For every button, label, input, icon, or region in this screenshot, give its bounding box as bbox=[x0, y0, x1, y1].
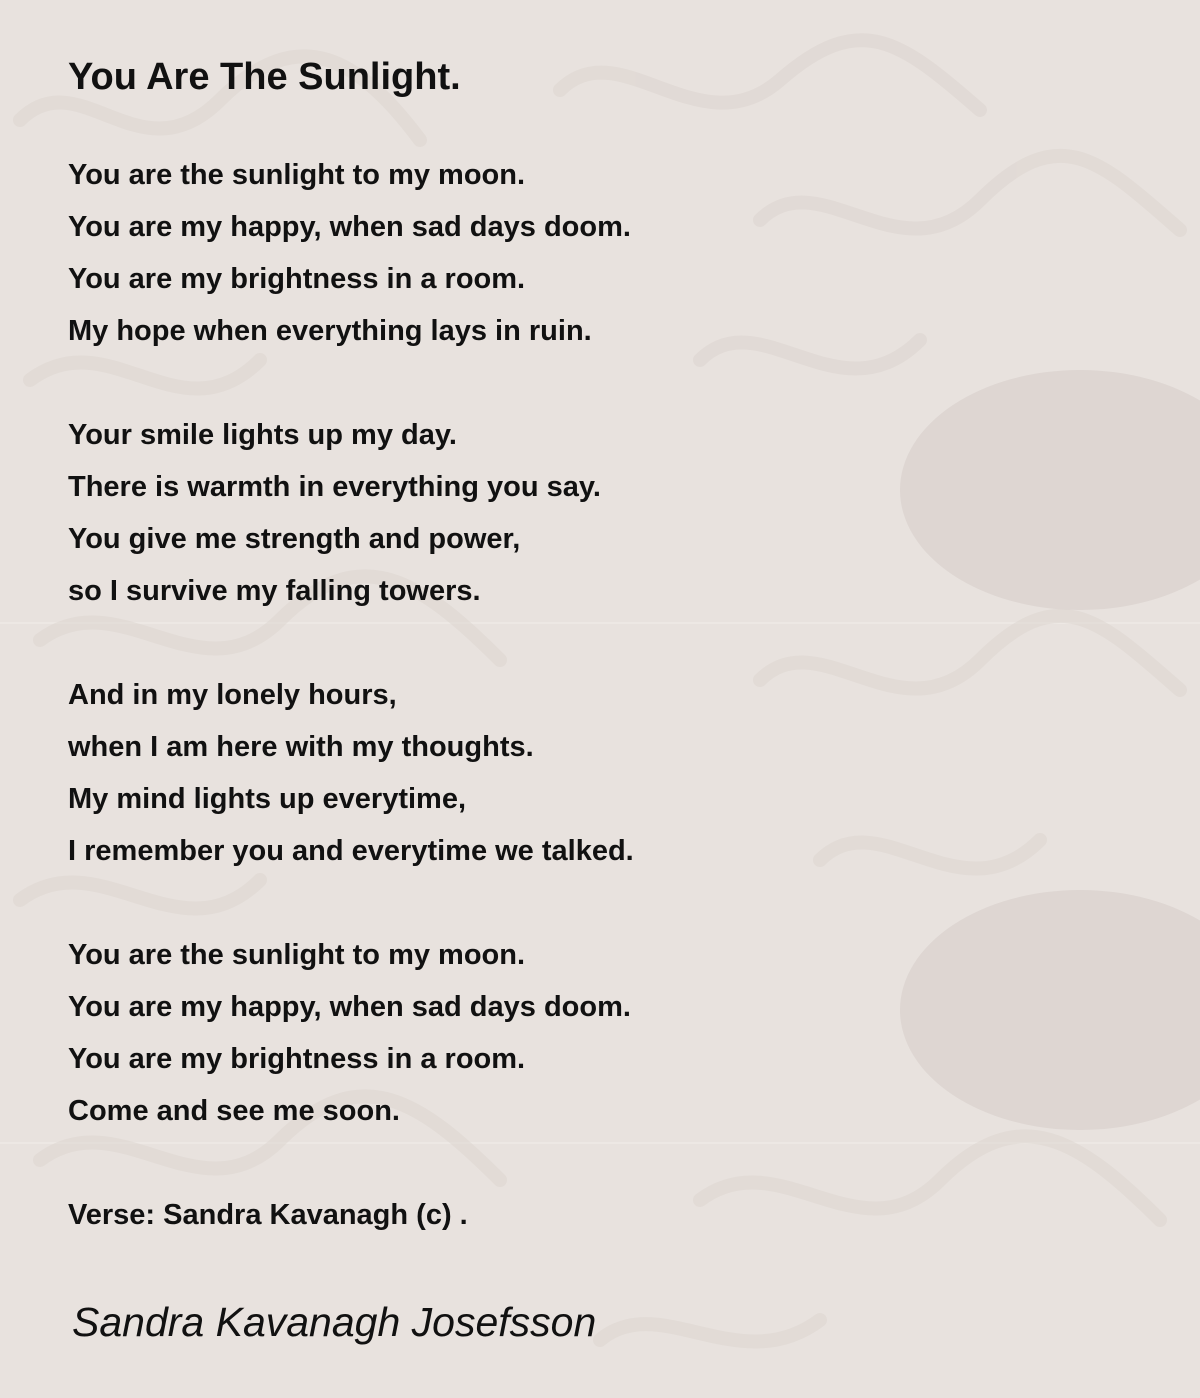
poem-line: You are the sunlight to my moon. bbox=[68, 159, 526, 191]
stanza-2 bbox=[68, 409, 601, 617]
verse-credit: Verse: Sandra Kavanagh (c) . bbox=[68, 1199, 468, 1231]
poem-line: And in my lonely hours, bbox=[68, 679, 397, 711]
poem-line: You give me strength and power, bbox=[68, 523, 521, 555]
poem-line: You are my brightness in a room. bbox=[68, 1043, 526, 1075]
poem-line: My mind lights up everytime, bbox=[68, 783, 467, 815]
stanza-3 bbox=[68, 669, 634, 877]
poem-line: I remember you and everytime we talked. bbox=[68, 835, 634, 867]
poem-line: when I am here with my thoughts. bbox=[68, 731, 534, 763]
poem-line: Come and see me soon. bbox=[68, 1095, 400, 1127]
poem-line: You are my happy, when sad days doom. bbox=[68, 991, 631, 1023]
poem-line: You are my happy, when sad days doom. bbox=[68, 211, 631, 243]
poem-line: so I survive my falling towers. bbox=[68, 575, 481, 607]
poem-line: Your smile lights up my day. bbox=[68, 419, 457, 451]
author-signature: Sandra Kavanagh Josefsson bbox=[72, 1299, 597, 1345]
poem-line: You are my brightness in a room. bbox=[68, 263, 526, 295]
poem-line: You are the sunlight to my moon. bbox=[68, 939, 526, 971]
poem-title: You Are The Sunlight. bbox=[68, 56, 461, 98]
poem-line: There is warmth in everything you say. bbox=[68, 471, 601, 503]
stanza-4 bbox=[68, 929, 631, 1137]
stanza-1 bbox=[68, 149, 631, 357]
poem-line: My hope when everything lays in ruin. bbox=[68, 315, 592, 347]
